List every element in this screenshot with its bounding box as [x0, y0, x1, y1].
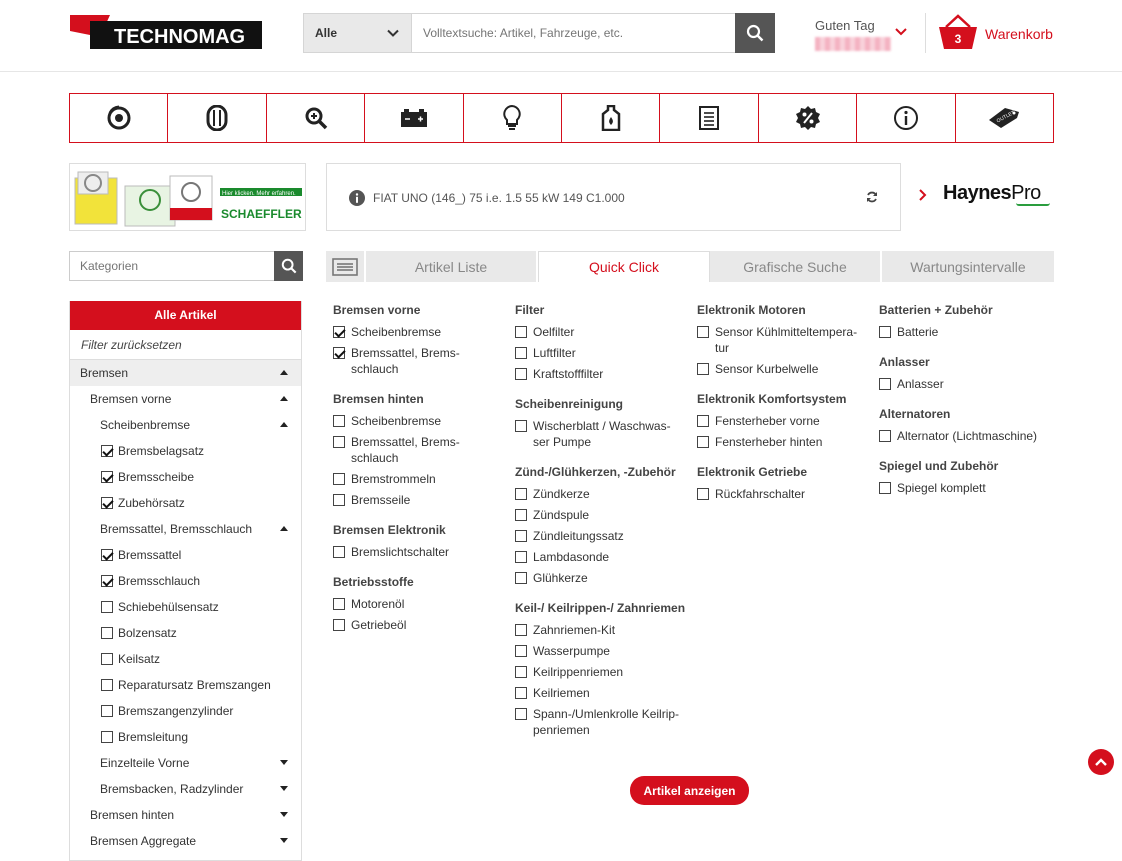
checkbox[interactable]	[101, 731, 113, 743]
checkbox[interactable]	[879, 378, 891, 390]
checkbox[interactable]	[515, 551, 527, 563]
tree-item-label: Scheibenbremse	[100, 418, 191, 432]
tree-leaf-item[interactable]	[70, 724, 301, 750]
tree-item-label: Bolzensatz	[118, 626, 177, 640]
option-label: Batterie	[897, 325, 939, 339]
checkbox[interactable]	[101, 497, 113, 509]
category-search-button[interactable]	[274, 251, 303, 281]
search-input[interactable]	[412, 13, 736, 53]
quick-click-option[interactable]	[515, 507, 693, 523]
quick-click-option[interactable]	[879, 480, 1057, 496]
quick-click-group	[333, 523, 511, 560]
checkbox[interactable]	[333, 326, 345, 338]
oil-can-icon	[601, 105, 621, 131]
checkbox[interactable]	[333, 546, 345, 558]
chevron-right-icon	[918, 188, 928, 202]
tab-quick-click[interactable]: Quick Click	[538, 251, 710, 282]
checkbox[interactable]	[697, 363, 709, 375]
checkbox[interactable]	[515, 666, 527, 678]
checkbox[interactable]	[515, 687, 527, 699]
tree-item-label: Bremsen Aggregate	[90, 834, 197, 848]
option-label: Keilriemen	[533, 686, 590, 700]
group-title: Bremsen vorne	[333, 303, 421, 317]
checkbox[interactable]	[101, 679, 113, 691]
option-label: Wasserpumpe	[533, 644, 610, 658]
quick-click-group	[515, 397, 693, 450]
option-label: Getriebeöl	[351, 618, 407, 632]
quick-click-option[interactable]	[333, 492, 511, 508]
quick-click-column	[879, 300, 1057, 511]
option-label: Scheibenbremse	[351, 325, 442, 339]
option-label: Bremsseile	[351, 493, 411, 507]
option-label: Oelfilter	[533, 325, 575, 339]
list-icon	[332, 258, 358, 276]
quick-click-option[interactable]	[515, 570, 693, 586]
checkbox[interactable]	[333, 598, 345, 610]
category-tree	[70, 360, 301, 854]
option-label: Bremssattel, Brems- schlauch	[351, 346, 460, 376]
tree-leaf-item[interactable]	[70, 672, 301, 698]
tree-item-label: Bremsschlauch	[118, 574, 201, 588]
option-label: Keilrippenriemen	[533, 665, 624, 679]
option-label: Rückfahrschalter	[715, 487, 806, 501]
search-zoom-icon	[304, 106, 328, 130]
group-title: Bremsen Elektronik	[333, 523, 446, 537]
battery-category[interactable]	[365, 94, 463, 142]
vehicle-description: FIAT UNO (146_) 75 i.e. 1.5 55 kW 149 C1.000	[373, 191, 625, 205]
tire-icon	[206, 105, 228, 131]
bulb-icon	[503, 105, 521, 131]
checkbox[interactable]	[879, 326, 891, 338]
quick-click-option[interactable]	[333, 324, 511, 340]
reset-filter-link[interactable]: Filter zurücksetzen	[70, 330, 301, 360]
tree-item-label: Einzelteile Vorne	[100, 756, 190, 770]
tree-item-label: Bremsleitung	[118, 730, 189, 744]
quick-click-option[interactable]	[333, 434, 511, 466]
checkbox[interactable]	[515, 572, 527, 584]
tree-item-label: Bremszangenzylinder	[118, 704, 234, 718]
group-title: Spiegel und Zubehör	[879, 459, 999, 473]
search-button[interactable]	[735, 13, 775, 53]
show-articles-button[interactable]: Artikel anzeigen	[630, 776, 749, 805]
checkbox[interactable]	[515, 488, 527, 500]
haynespro-swoosh	[1016, 203, 1050, 206]
tree-leaf-item[interactable]	[70, 490, 301, 516]
checkbox[interactable]	[515, 530, 527, 542]
checkbox[interactable]	[101, 549, 113, 561]
quick-click-option[interactable]	[515, 622, 693, 638]
checkbox[interactable]	[101, 653, 113, 665]
header	[0, 0, 1122, 72]
checkbox[interactable]	[333, 619, 345, 631]
checkbox[interactable]	[333, 415, 345, 427]
search-category-value: Alle	[315, 26, 338, 40]
brake-disc-category[interactable]	[70, 94, 168, 142]
quick-click-option[interactable]	[515, 528, 693, 544]
checkbox[interactable]	[515, 645, 527, 657]
checkbox[interactable]	[515, 624, 527, 636]
quick-click-group	[879, 355, 1057, 392]
checkbox[interactable]	[515, 368, 527, 380]
tab-bar	[326, 251, 1054, 282]
quick-click-option[interactable]	[515, 418, 693, 450]
tire-category[interactable]	[168, 94, 266, 142]
tree-item-label: Bremsen	[80, 366, 129, 380]
quick-click-option[interactable]	[879, 428, 1057, 444]
tree-leaf-item[interactable]	[70, 568, 301, 594]
option-label: Bremstrommeln	[351, 472, 436, 486]
checkbox[interactable]	[515, 708, 527, 720]
caret-down-icon[interactable]	[280, 838, 288, 843]
header-divider	[925, 13, 926, 53]
checkbox[interactable]	[101, 445, 113, 457]
checkbox[interactable]	[101, 627, 113, 639]
quick-click-group	[515, 601, 693, 738]
tree-leaf-item[interactable]	[70, 438, 301, 464]
checkbox[interactable]	[101, 601, 113, 613]
tree-leaf-item[interactable]	[70, 464, 301, 490]
checklist-category[interactable]	[660, 94, 758, 142]
checkbox[interactable]	[515, 509, 527, 521]
quick-click-group	[879, 407, 1057, 444]
option-label: Fensterheber hinten	[715, 435, 823, 449]
refresh-icon[interactable]	[866, 190, 878, 204]
option-label: Alternator (Lichtmaschine)	[897, 429, 1038, 443]
quick-click-option[interactable]	[333, 596, 511, 612]
quick-click-option[interactable]	[515, 366, 693, 382]
quick-click-group	[697, 465, 875, 502]
checkbox[interactable]	[697, 415, 709, 427]
tree-item-label: Schiebehülsensatz	[118, 600, 219, 614]
search-zoom-category[interactable]	[267, 94, 365, 142]
group-title: Elektronik Komfortsystem	[697, 392, 847, 406]
quick-click-option[interactable]	[333, 471, 511, 487]
info-icon	[893, 105, 919, 131]
option-label: Zündkerze	[533, 487, 590, 501]
caret-up-icon[interactable]	[280, 526, 288, 531]
quick-click-option[interactable]	[333, 617, 511, 633]
quick-click-option[interactable]	[333, 413, 511, 429]
quick-click-group	[697, 392, 875, 450]
option-label: Spiegel komplett	[897, 481, 986, 495]
quick-click-group	[333, 392, 511, 508]
outlet-tag-icon	[987, 106, 1021, 130]
tree-item-label: Bremssattel	[118, 548, 182, 562]
haynes-light: Pro	[1011, 182, 1041, 204]
technomag-logo[interactable]	[70, 15, 262, 51]
quick-click-option[interactable]	[515, 549, 693, 565]
option-label: Luftfilter	[533, 346, 576, 360]
redacted-username	[815, 37, 891, 51]
group-title: Keil-/ Keilrippen-/ Zahnriemen	[515, 601, 686, 615]
quick-click-option[interactable]	[515, 345, 693, 361]
selected-vehicle-box	[326, 163, 901, 231]
checkbox[interactable]	[101, 471, 113, 483]
tree-item-label: Bremsbelagsatz	[118, 444, 205, 458]
ad-brand: SCHAEFFLER	[221, 207, 302, 221]
brake-disc-icon	[106, 105, 132, 131]
caret-up-icon[interactable]	[280, 370, 288, 375]
percent-badge-icon	[795, 105, 821, 131]
checkbox[interactable]	[101, 575, 113, 587]
quick-click-group	[333, 575, 511, 633]
info-circle-icon	[349, 190, 365, 206]
quick-click-option[interactable]	[879, 376, 1057, 392]
group-title: Elektronik Getriebe	[697, 465, 808, 479]
category-icon-bar	[69, 93, 1054, 143]
checkbox[interactable]	[515, 420, 527, 432]
group-title: Elektronik Motoren	[697, 303, 806, 317]
quick-click-option[interactable]	[697, 486, 875, 502]
option-label: Bremssattel, Brems- schlauch	[351, 435, 460, 465]
tree-category-item[interactable]	[70, 386, 301, 412]
checkbox[interactable]	[515, 347, 527, 359]
option-label: Fensterheber vorne	[715, 414, 820, 428]
ad-tagline: Hier klicken. Mehr erfahren.	[222, 191, 296, 197]
checkbox[interactable]	[101, 705, 113, 717]
tree-leaf-item[interactable]	[70, 594, 301, 620]
quick-click-column	[515, 300, 693, 753]
option-label: Zündleitungssatz	[533, 529, 624, 543]
quick-click-group	[515, 465, 693, 586]
quick-click-option[interactable]	[697, 324, 875, 356]
quick-click-option[interactable]	[697, 413, 875, 429]
group-title: Scheibenreinigung	[515, 397, 624, 411]
option-label: Bremslichtschalter	[351, 545, 450, 559]
quick-click-option[interactable]	[697, 361, 875, 377]
quick-click-option[interactable]	[515, 324, 693, 340]
checklist-icon	[699, 106, 719, 130]
greeting-text: Guten Tag	[815, 18, 875, 33]
checkbox[interactable]	[879, 482, 891, 494]
checkbox[interactable]	[333, 347, 345, 359]
tree-leaf-item[interactable]	[70, 542, 301, 568]
tree-item-label: Bremssattel, Bremsschlauch	[100, 522, 253, 536]
option-label: Spann-/Umlenkrolle Keilrip- penriemen	[533, 707, 680, 737]
group-title: Anlasser	[879, 355, 930, 369]
tree-leaf-item[interactable]	[70, 698, 301, 724]
bulb-category[interactable]	[464, 94, 562, 142]
quick-click-option[interactable]	[515, 706, 693, 738]
group-title: Bremsen hinten	[333, 392, 424, 406]
tree-item-label: Bremsbacken, Radzylinder	[100, 782, 244, 796]
quick-click-option[interactable]	[333, 345, 511, 377]
scroll-to-top-button[interactable]	[1088, 749, 1114, 775]
quick-click-group	[879, 303, 1057, 340]
tree-category-item[interactable]	[70, 802, 301, 828]
chevron-up-icon	[1094, 757, 1108, 767]
schaeffler-ad-banner[interactable]	[69, 163, 306, 231]
option-label: Wischerblatt / Waschwas- ser Pumpe	[533, 419, 671, 449]
quick-click-option[interactable]	[515, 685, 693, 701]
checkbox[interactable]	[333, 473, 345, 485]
tree-category-item[interactable]	[70, 776, 301, 802]
tree-leaf-item[interactable]	[70, 646, 301, 672]
option-label: Anlasser	[897, 377, 944, 391]
info-category[interactable]	[857, 94, 955, 142]
quick-click-column	[333, 300, 511, 648]
option-label: Sensor Kühlmitteltempera- tur	[715, 325, 858, 355]
tree-item-label: Bremsen vorne	[90, 392, 172, 406]
tab-grafische-suche[interactable]: Grafische Suche	[710, 251, 882, 282]
tree-category-item[interactable]	[70, 516, 301, 542]
group-title: Filter	[515, 303, 545, 317]
quick-click-group	[515, 303, 693, 382]
tab-artikel-liste[interactable]: Artikel Liste	[366, 251, 538, 282]
chevron-down-icon	[387, 27, 399, 39]
account-chevron-icon[interactable]	[895, 27, 907, 37]
group-title: Alternatoren	[879, 407, 951, 421]
search-category-select[interactable]	[303, 13, 412, 53]
quick-click-option[interactable]	[333, 544, 511, 560]
caret-up-icon[interactable]	[280, 422, 288, 427]
quick-click-group	[333, 303, 511, 377]
option-label: Motorenöl	[351, 597, 405, 611]
option-label: Zahnriemen-Kit	[533, 623, 616, 637]
checkbox[interactable]	[697, 436, 709, 448]
tree-item-label: Zubehörsatz	[118, 496, 185, 510]
haynes-bold: Haynes	[943, 182, 1012, 204]
quick-click-group	[697, 303, 875, 377]
discount-category[interactable]	[759, 94, 857, 142]
checkbox[interactable]	[697, 488, 709, 500]
quick-click-option[interactable]	[697, 434, 875, 450]
quick-click-group	[879, 459, 1057, 496]
svg-text:OUTLET: OUTLET	[996, 109, 1017, 125]
option-label: Kraftstofffilter	[533, 367, 604, 381]
tree-category-item[interactable]	[70, 360, 301, 386]
caret-down-icon[interactable]	[280, 812, 288, 817]
caret-up-icon[interactable]	[280, 396, 288, 401]
oil-category[interactable]	[562, 94, 660, 142]
group-title: Zünd-/Glühkerzen, -Zubehör	[515, 465, 676, 479]
tab-wartungsintervalle[interactable]: Wartungsintervalle	[882, 251, 1054, 282]
checkbox[interactable]	[879, 430, 891, 442]
checkbox[interactable]	[333, 436, 345, 448]
option-label: Sensor Kurbelwelle	[715, 362, 819, 376]
tree-item-label: Bremsscheibe	[118, 470, 195, 484]
tree-leaf-item[interactable]	[70, 620, 301, 646]
category-sidebar	[69, 301, 302, 861]
option-label: Glühkerze	[533, 571, 588, 585]
tree-item-label: Reparatursatz Bremszangen	[118, 678, 271, 692]
checkbox[interactable]	[333, 494, 345, 506]
quick-click-option[interactable]	[515, 643, 693, 659]
group-title: Betriebsstoffe	[333, 575, 414, 589]
checkbox[interactable]	[697, 326, 709, 338]
all-articles-button[interactable]: Alle Artikel	[70, 301, 301, 330]
group-title: Batterien + Zubehör	[879, 303, 993, 317]
option-label: Lambdasonde	[533, 550, 610, 564]
tab-list-view[interactable]	[326, 251, 366, 282]
tree-item-label: Keilsatz	[118, 652, 161, 666]
search-icon	[281, 258, 297, 274]
haynespro-link[interactable]	[943, 182, 1041, 205]
search-icon	[746, 24, 764, 42]
option-label: Scheibenbremse	[351, 414, 442, 428]
logo-text: TECHNOMAG	[114, 26, 246, 48]
tree-category-item[interactable]	[70, 412, 301, 438]
outlet-category[interactable]	[956, 94, 1053, 142]
quick-click-column	[697, 300, 875, 517]
tree-category-item[interactable]	[70, 828, 301, 854]
checkbox[interactable]	[515, 326, 527, 338]
category-search-input[interactable]	[69, 251, 275, 281]
quick-click-option[interactable]	[515, 486, 693, 502]
quick-click-option[interactable]	[879, 324, 1057, 340]
tree-category-item[interactable]	[70, 750, 301, 776]
battery-icon	[400, 108, 428, 128]
tree-item-label: Bremsen hinten	[90, 808, 175, 822]
caret-down-icon[interactable]	[280, 786, 288, 791]
quick-click-option[interactable]	[515, 664, 693, 680]
cart-count: 3	[954, 32, 962, 46]
option-label: Zündspule	[533, 508, 590, 522]
cart-label[interactable]: Warenkorb	[985, 26, 1053, 42]
caret-down-icon[interactable]	[280, 760, 288, 765]
